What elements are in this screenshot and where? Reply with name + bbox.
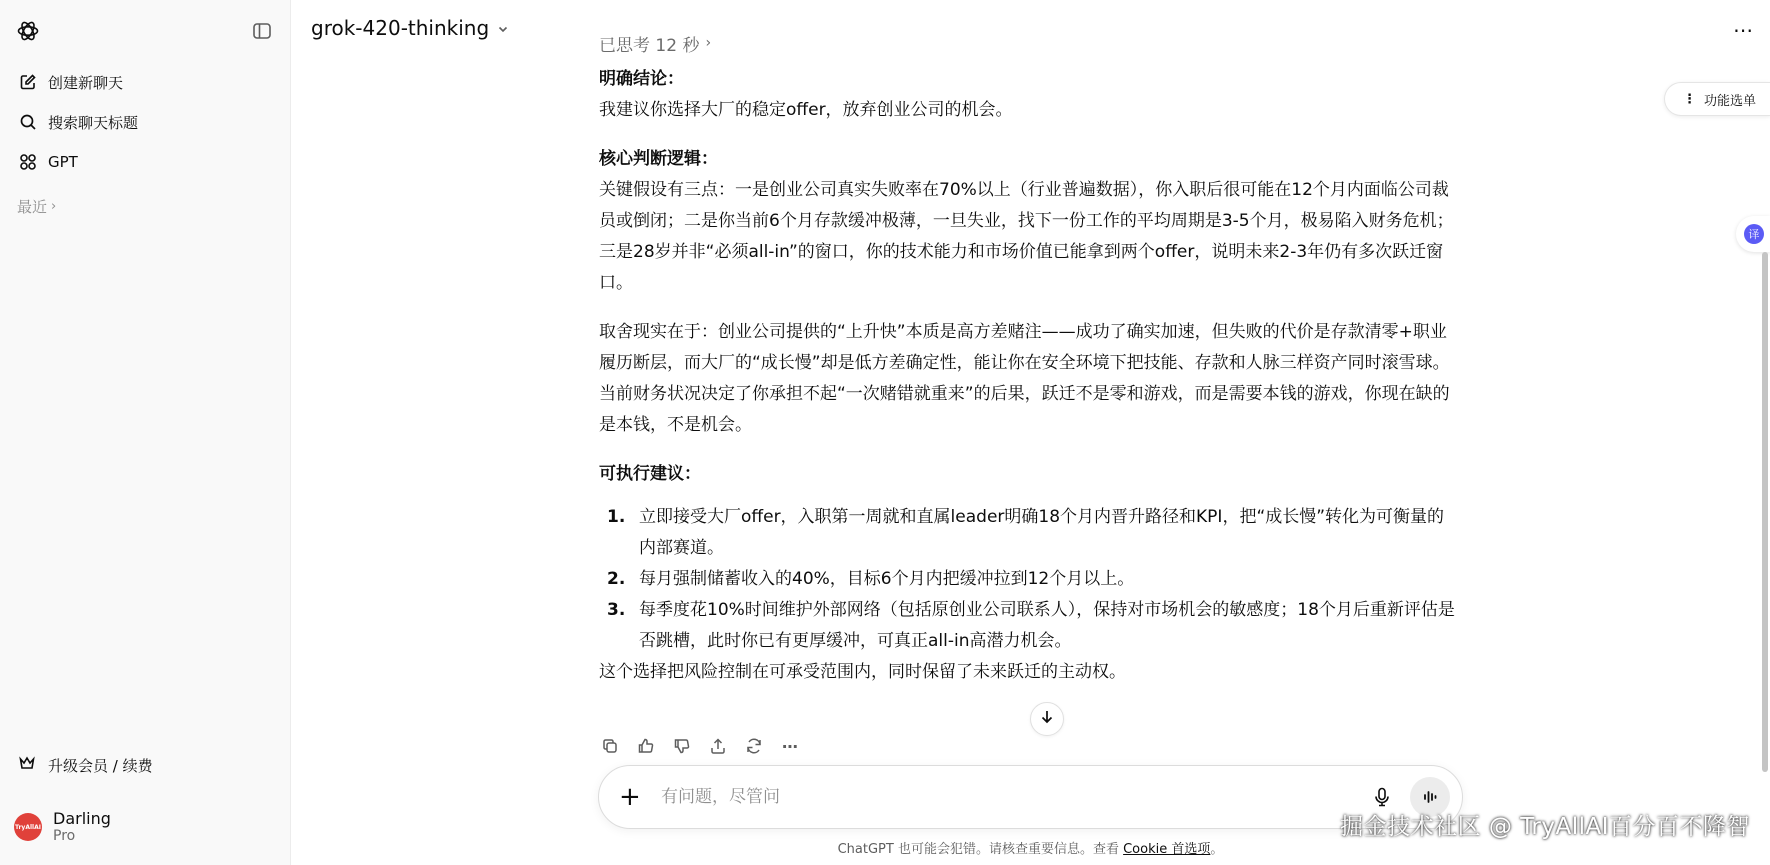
edit-icon — [18, 72, 38, 92]
translate-button[interactable] — [1736, 216, 1770, 252]
model-selector[interactable] — [311, 16, 509, 40]
more-options-icon[interactable]: ⋯ — [1733, 18, 1754, 42]
upgrade-label: 升级会员 / 续费 — [48, 756, 153, 775]
sidebar-item-new-chat[interactable] — [8, 62, 282, 102]
sidebar-item-label: GPT — [48, 153, 78, 171]
scrollbar[interactable] — [1762, 252, 1768, 772]
sidebar-item-search[interactable] — [8, 102, 282, 142]
conclusion-heading: 明确结论： — [599, 69, 684, 89]
crown-icon — [18, 754, 36, 776]
more-actions-icon[interactable]: ⋯ — [782, 736, 798, 756]
disclaimer-text: ChatGPT 也可能会犯错。请核查重要信息。查看 — [837, 842, 1119, 857]
closing-text: 这个选择把风险控制在可承受范围内，同时保留了未来跃迁的主动权。 — [599, 662, 1126, 682]
list-item — [599, 595, 1461, 657]
thumbs-down-icon[interactable] — [671, 735, 693, 757]
sidebar-toggle-icon[interactable] — [252, 21, 272, 41]
list-item-number: 1. — [607, 507, 626, 527]
list-item-text: 每季度花10%时间维护外部网络（包括原创业公司联系人），保持对市场机会的敏感度；18个月后重新评估是否跳槽，此时你已有更厚缓冲，可真正all-in高潜力机会。 — [639, 600, 1455, 651]
copy-icon[interactable] — [599, 735, 621, 757]
message-actions — [599, 735, 801, 757]
vertical-dots-icon: ⋮ — [1682, 91, 1696, 107]
sidebar-item-label: 搜索聊天标题 — [48, 113, 139, 132]
openai-logo-icon[interactable] — [16, 19, 40, 43]
function-menu-button[interactable] — [1664, 82, 1770, 116]
regenerate-icon[interactable] — [743, 735, 765, 757]
cookie-preferences-link[interactable]: Cookie 首选项 — [1123, 842, 1211, 857]
recent-label: 最近 — [17, 198, 48, 216]
function-menu-label: 功能选单 — [1703, 93, 1756, 109]
user-plan: Pro — [53, 828, 76, 844]
list-item-text: 每月强制储蓄收入的40%，目标6个月内把缓冲拉到12个月以上。 — [639, 569, 1135, 589]
thumbs-up-icon[interactable] — [635, 735, 657, 757]
logic-heading: 核心判断逻辑： — [599, 149, 718, 169]
logic-paragraph-1: 关键假设有三点：一是创业公司真实失败率在70%以上（行业普遍数据），你入职后很可能在12个月内面临公司裁员或倒闭；二是你当前6个月存款缓冲极薄，一旦失业，找下一份工作的平均周期是3-5个月，极易陷入财务危机；三是28岁并非“必须all-in”的窗口，你的技术能力和市场价值已能拿到两个offer，说明未来2-3年仍有多次跃迁窗口。 — [599, 180, 1454, 293]
model-name: grok-420-thinking — [311, 16, 490, 40]
disclaimer — [598, 838, 1463, 857]
thought-label: 已思考 12 秒 — [599, 35, 700, 56]
thought-duration-toggle[interactable] — [599, 28, 1461, 58]
search-icon — [18, 112, 38, 132]
list-item-number: 3. — [607, 600, 626, 620]
sidebar-item-label: 创建新聊天 — [48, 73, 124, 92]
list-item — [599, 502, 1461, 564]
action-heading: 可执行建议： — [599, 464, 701, 484]
chevron-right-icon: › — [705, 35, 712, 51]
action-steps-list — [599, 502, 1461, 657]
avatar: TryAllAI — [14, 813, 42, 841]
scroll-to-bottom-button[interactable] — [1030, 702, 1064, 736]
chevron-down-icon — [497, 16, 509, 40]
list-item-number: 2. — [607, 569, 626, 589]
user-name: Darling — [53, 809, 111, 828]
chevron-right-icon: › — [51, 199, 57, 214]
grid-icon — [18, 152, 38, 172]
arrow-down-icon — [1039, 709, 1055, 729]
sidebar — [0, 0, 291, 865]
list-item — [599, 564, 1461, 595]
translate-icon: 译 — [1744, 224, 1764, 244]
assistant-message — [599, 28, 1461, 688]
user-profile[interactable] — [8, 803, 282, 851]
composer — [598, 765, 1463, 829]
sidebar-item-gpt[interactable] — [8, 142, 282, 182]
watermark: 掘金技术社区 @ TryAllAI百分百不降智 — [1340, 814, 1750, 840]
plus-icon[interactable]: + — [619, 782, 641, 812]
main-panel — [291, 0, 1770, 865]
conclusion-text: 我建议你选择大厂的稳定offer，放弃创业公司的机会。 — [599, 100, 1013, 120]
logic-paragraph-2: 取舍现实在于：创业公司提供的“上升快”本质是高方差赌注——成功了确实加速，但失败的代价是存款清零+职业履历断层，而大厂的“成长慢”却是低方差确定性，能让你在安全环境下把技能、存款和人脉三样资产同时滚雪球。当前财务状况决定了你承担不起“一次赌错就重来”的后果，跃迁不是零和游戏，而是需要本钱的游戏，你现在缺的是本钱，不是机会。 — [599, 322, 1450, 435]
share-icon[interactable] — [707, 735, 729, 757]
upgrade-button[interactable] — [8, 745, 282, 785]
recent-section-toggle[interactable] — [17, 196, 290, 217]
message-input[interactable] — [661, 787, 1364, 807]
disclaimer-end: 。 — [1210, 842, 1224, 857]
list-item-text: 立即接受大厂offer，入职第一周就和直属leader明确18个月内晋升路径和KPI，把“成长慢”转化为可衡量的内部赛道。 — [639, 507, 1445, 558]
